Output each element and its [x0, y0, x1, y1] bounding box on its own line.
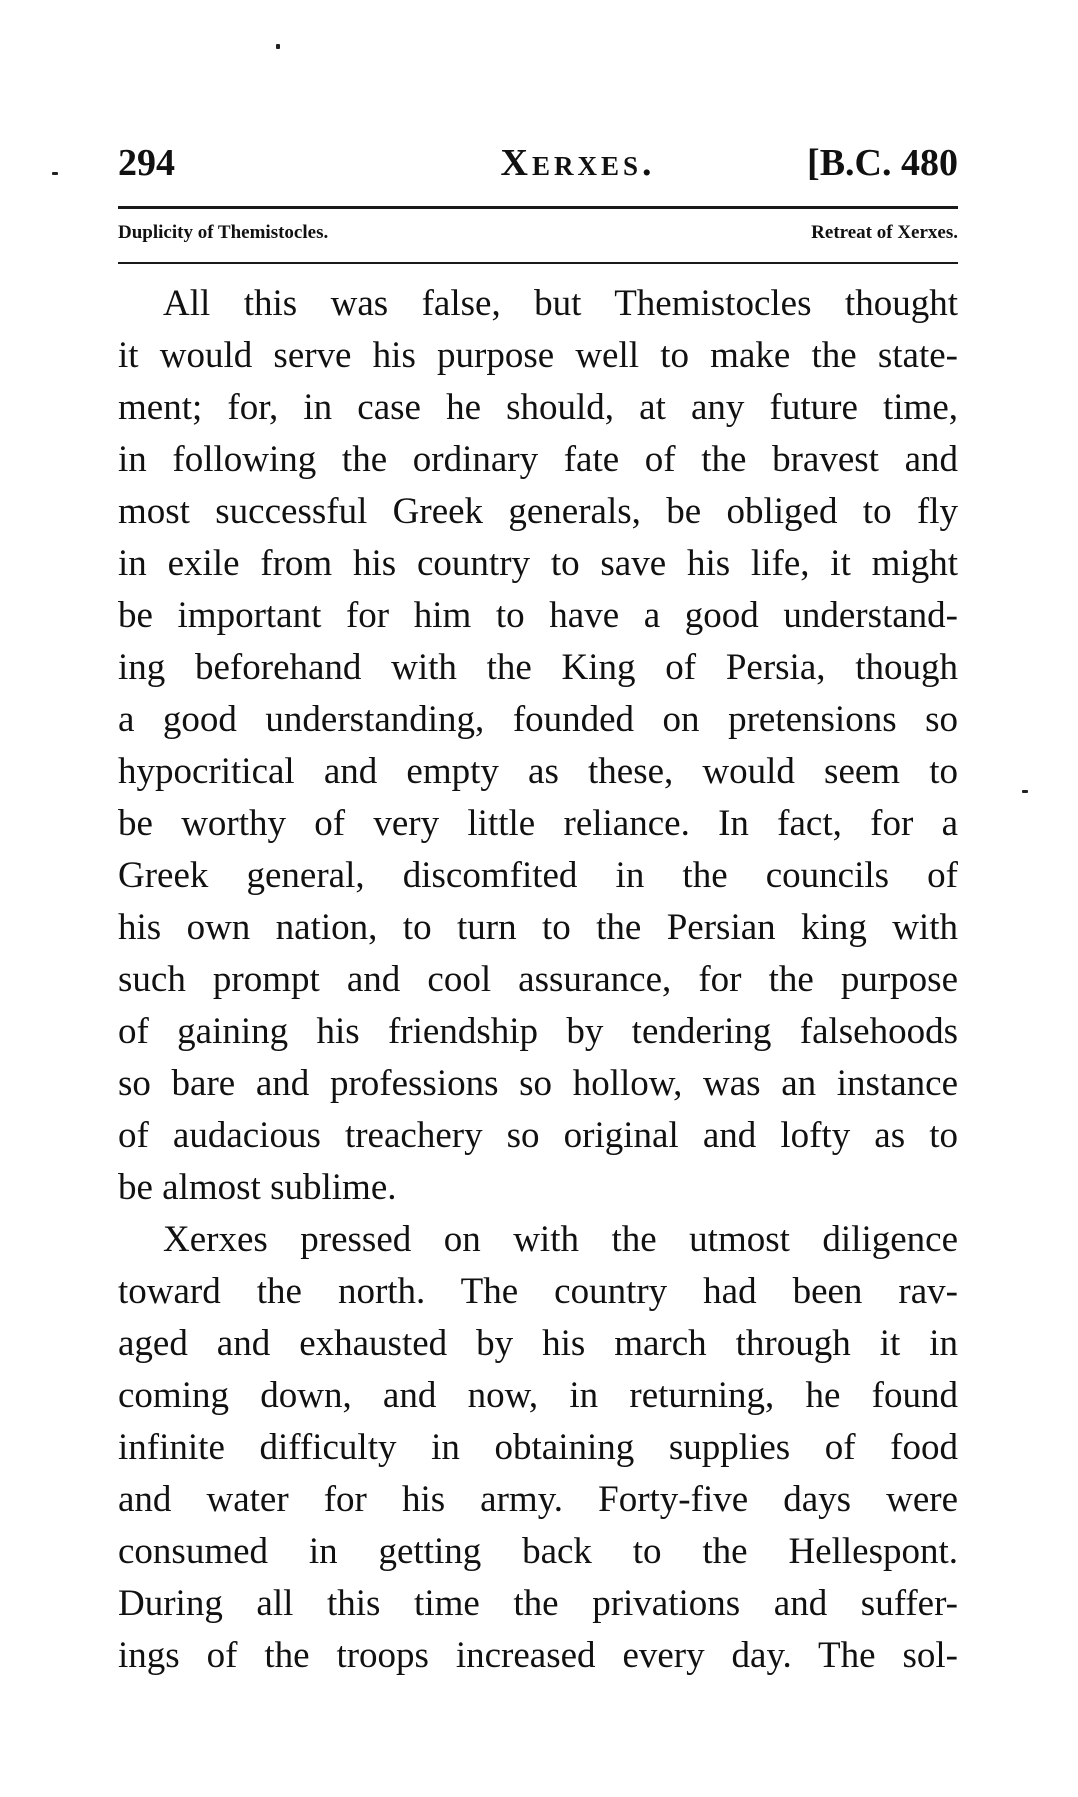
text-line: of audacious treachery so original and lofty as to — [118, 1115, 958, 1156]
header-rule — [118, 206, 958, 209]
text-line: in exile from his country to save his life, it might — [118, 543, 958, 584]
text-line: coming down, and now, in returning, he found — [118, 1375, 958, 1416]
side-notes — [118, 216, 958, 250]
text-line: ing beforehand with the King of Persia, though — [118, 647, 958, 688]
text-line: of gaining his friendship by tendering falsehoods — [118, 1011, 958, 1052]
text-line: infinite difficulty in obtaining supplies of food — [118, 1427, 958, 1468]
text-line: such prompt and cool assurance, for the purpose — [118, 959, 958, 1000]
text-line: All this was false, but Themistocles thought — [163, 283, 958, 324]
text-line: consumed in getting back to the Hellespont. — [118, 1531, 958, 1572]
side-note-left: Duplicity of Themistocles. — [118, 222, 329, 243]
text-line: in following the ordinary fate of the bravest and — [118, 439, 958, 480]
text-line: a good understanding, founded on pretensions so — [118, 699, 958, 740]
running-head — [118, 138, 958, 188]
print-speck — [52, 172, 58, 175]
text-line: be almost sublime. — [118, 1167, 397, 1208]
page-number: 294 — [118, 142, 175, 184]
chapter-title: Xerxes. — [500, 142, 656, 184]
text-line: it would serve his purpose well to make the state- — [118, 335, 958, 376]
print-speck — [1022, 790, 1028, 793]
text-line: Xerxes pressed on with the utmost diligence — [163, 1219, 958, 1260]
text-line: and water for his army. Forty-five days were — [118, 1479, 958, 1520]
text-line: hypocritical and empty as these, would seem to — [118, 751, 958, 792]
text-line: be important for him to have a good understand- — [118, 595, 958, 636]
text-line: ings of the troops increased every day. The sol- — [118, 1635, 958, 1676]
date-reference: [B.C. 480 — [807, 142, 958, 184]
text-line: be worthy of very little reliance. In fact, for a — [118, 803, 958, 844]
text-line: so bare and professions so hollow, was an instance — [118, 1063, 958, 1104]
text-line: During all this time the privations and suffer- — [118, 1583, 958, 1624]
text-line: most successful Greek generals, be obliged to fly — [118, 491, 958, 532]
text-line: toward the north. The country had been rav- — [118, 1271, 958, 1312]
text-line: his own nation, to turn to the Persian king with — [118, 907, 958, 948]
text-line: ment; for, in case he should, at any future time, — [118, 387, 958, 428]
body-text — [118, 278, 958, 1682]
print-speck — [276, 44, 280, 49]
side-note-right: Retreat of Xerxes. — [811, 222, 958, 243]
text-line: Greek general, discomfited in the councils of — [118, 855, 958, 896]
side-notes-rule — [118, 262, 958, 264]
text-line: aged and exhausted by his march through it in — [118, 1323, 958, 1364]
